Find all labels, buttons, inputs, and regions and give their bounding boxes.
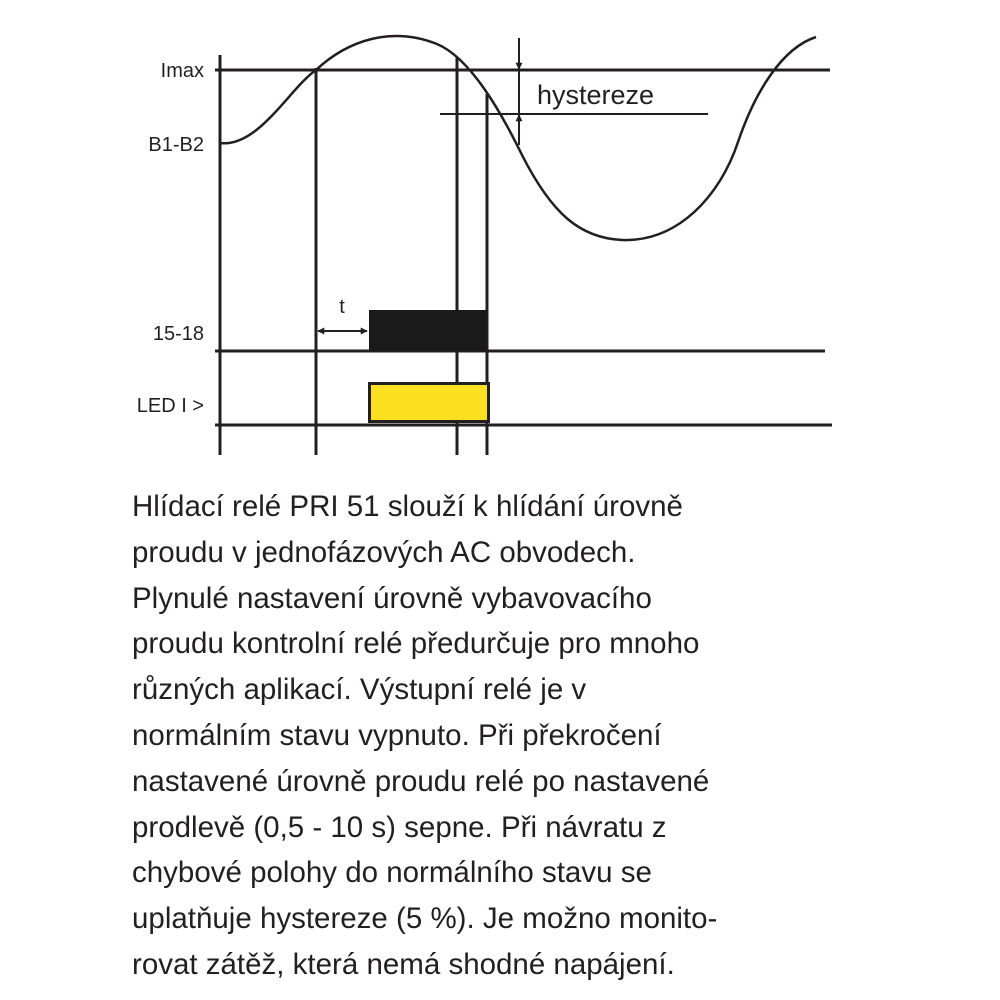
imax-label: Imax xyxy=(160,60,204,82)
hysteresis-label: hystereze xyxy=(537,80,655,110)
led-on-pulse xyxy=(370,384,489,422)
description-line: Hlídací relé PRI 51 slouží k hlídání úrovně xyxy=(132,490,683,523)
description-line: prodlevě (0,5 - 10 s) sepne. Při návratu z xyxy=(132,810,667,844)
description-line: chybové polohy do normálního stavu se xyxy=(132,856,652,890)
description-line: proudu v jednofázových AC obvodech. xyxy=(132,535,636,569)
description-line: proudu kontrolní relé předurčuje pro mnoho xyxy=(132,627,700,661)
description-line: uplatňuje hystereze (5 %). Je možno monito- xyxy=(132,902,718,936)
description-line: rovat zátěž, která nemá shodné napájení. xyxy=(132,947,675,981)
b1-b2-label: B1-B2 xyxy=(148,134,204,156)
description-line: Plynulé nastavení úrovně vybavovacího xyxy=(132,581,652,615)
led-label: LED I > xyxy=(136,395,204,417)
description-paragraph xyxy=(132,484,982,988)
description-line: různých aplikací. Výstupní relé je v xyxy=(132,673,587,707)
description-line: nastavené úrovně proudu relé po nastavené xyxy=(132,764,710,798)
relay-15-18-label: 15-18 xyxy=(152,323,204,345)
delay-t-label: t xyxy=(339,296,345,318)
relay-on-pulse xyxy=(369,310,487,351)
description-line: normálním stavu vypnuto. Při překročení xyxy=(132,718,662,752)
timing-diagram xyxy=(0,0,1000,470)
